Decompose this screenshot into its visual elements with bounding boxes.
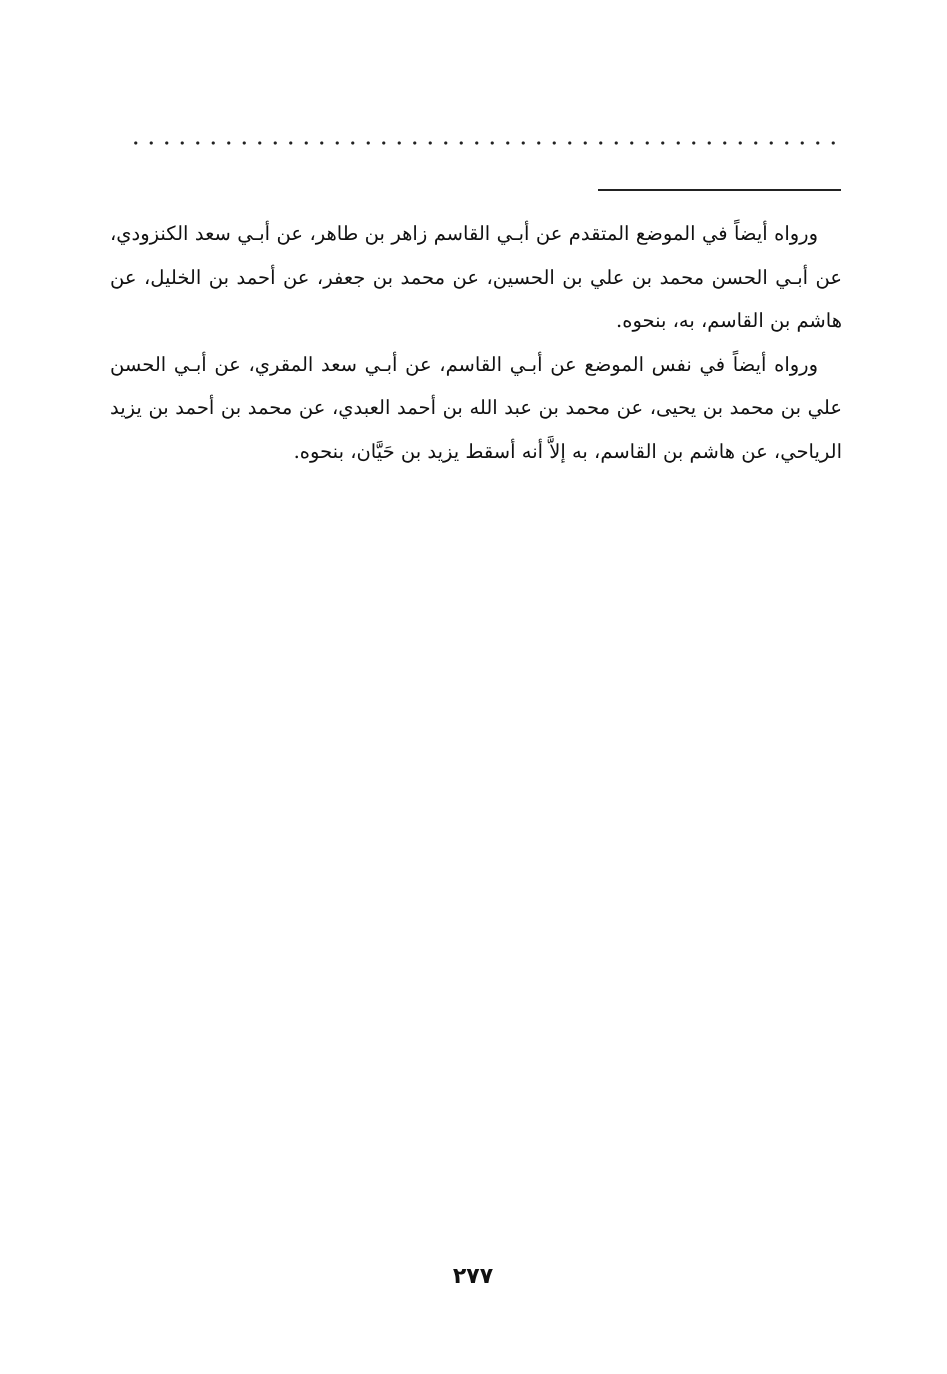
page-number: ٢٧٧ <box>452 1264 494 1289</box>
footnote-text <box>110 212 842 473</box>
footnote-separator-line <box>598 189 841 191</box>
paragraph-1: ورواه أيضاً في الموضع المتقدم عن أبـي القاسم زاهر بن طاهر، عن أبـي سعد الكنزودي، عن أبـي الحسن محمد بن علي بن الحسين، عن محمد بن جعفر، عن أحمد بن الخليل، عن هاشم بن القاسم، به، بنحوه. <box>110 222 842 332</box>
paragraph-2: ورواه أيضاً في نفس الموضع عن أبـي القاسم، عن أبـي سعد المقري، عن أبـي الحسن علي بن محمد بن يحيى، عن محمد بن عبد الله بن أحمد العبدي، عن محمد بن أحمد بن يزيد الرياحي، عن هاشم بن القاسم، به إلاَّ أنه أسقط يزيد بن حَيَّان، بنحوه. <box>110 352 842 463</box>
dotted-separator <box>128 140 840 146</box>
